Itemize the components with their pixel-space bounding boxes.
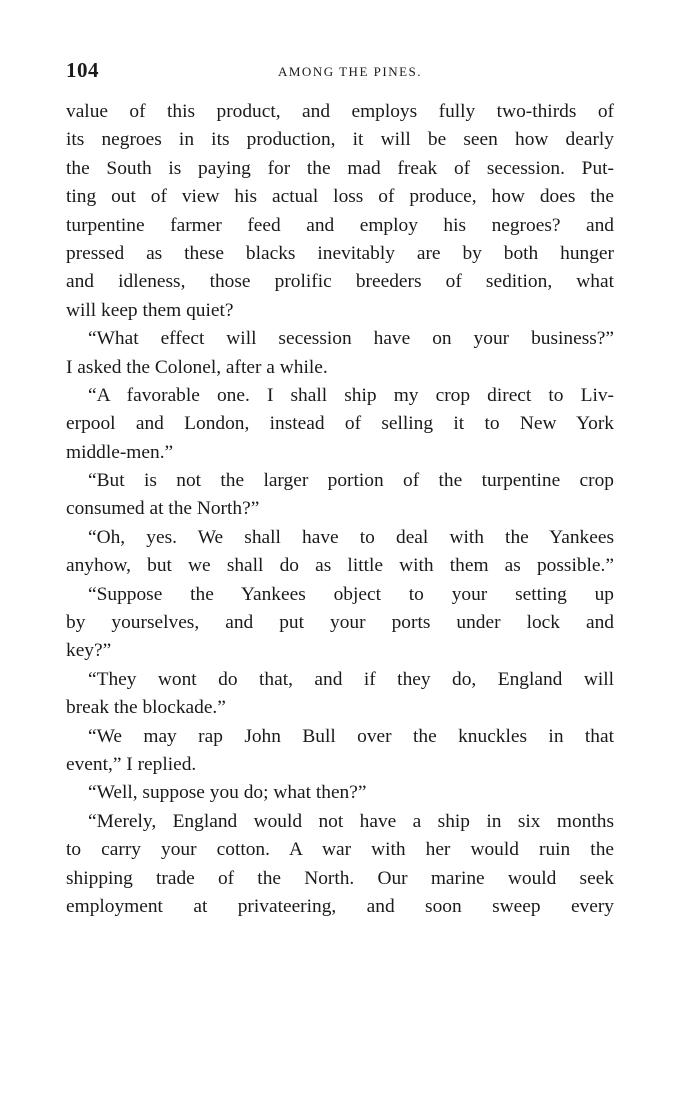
running-head: [66, 58, 614, 88]
book-page: [66, 58, 614, 921]
running-title: AMONG THE PINES.: [277, 64, 422, 79]
text-line: value of this product, and employs fully two-thirds of: [66, 101, 614, 122]
text-line: will keep them quiet?: [66, 299, 234, 321]
text-line: anyhow, but we shall do as little with them as possible.”: [66, 555, 614, 577]
text-line: shipping trade of the North. Our marine would seek: [66, 867, 614, 889]
text-line: consumed at the North?”: [66, 498, 260, 520]
text-line: its negroes in its production, it will be seen how dearly: [66, 129, 614, 151]
text-line: break the blockade.”: [66, 697, 226, 719]
body-text: [66, 98, 614, 921]
text-line: event,” I replied.: [66, 753, 197, 775]
text-line: and idleness, those prolific breeders of sedition, what: [66, 271, 614, 293]
text-line: “Oh, yes. We shall have to deal with the Yankees: [88, 526, 614, 548]
text-line: “Merely, England would not have a ship in six months: [88, 810, 614, 832]
text-line: “But is not the larger portion of the turpentine crop: [88, 470, 614, 492]
text-line: “Suppose the Yankees object to your setting up: [88, 583, 614, 605]
text-line: pressed as these blacks inevitably are by both hunger: [66, 242, 614, 264]
text-line: key?”: [66, 640, 112, 662]
text-line: “They wont do that, and if they do, England will: [88, 668, 614, 690]
text-line: erpool and London, instead of selling it to New York: [66, 413, 614, 435]
text-line: to carry your cotton. A war with her would ruin the: [66, 839, 614, 861]
text-line: ting out of view his actual loss of produce, how does the: [66, 186, 614, 208]
text-line: the South is paying for the mad freak of secession. Put-: [66, 157, 614, 179]
text-line: “Well, suppose you do; what then?”: [88, 782, 367, 804]
text-line: middle-men.”: [66, 441, 174, 463]
text-line: “We may rap John Bull over the knuckles in that: [88, 725, 614, 747]
text-line: “What effect will secession have on your business?”: [88, 328, 614, 350]
text-line: turpentine farmer feed and employ his negroes? and: [66, 214, 614, 236]
page-number: 104: [66, 58, 99, 82]
text-line: by yourselves, and put your ports under lock and: [66, 612, 614, 634]
text-line: “A favorable one. I shall ship my crop direct to Liv-: [88, 384, 614, 406]
text-line: I asked the Colonel, after a while.: [66, 356, 328, 378]
text-line: employment at privateering, and soon sweep every: [66, 895, 614, 917]
